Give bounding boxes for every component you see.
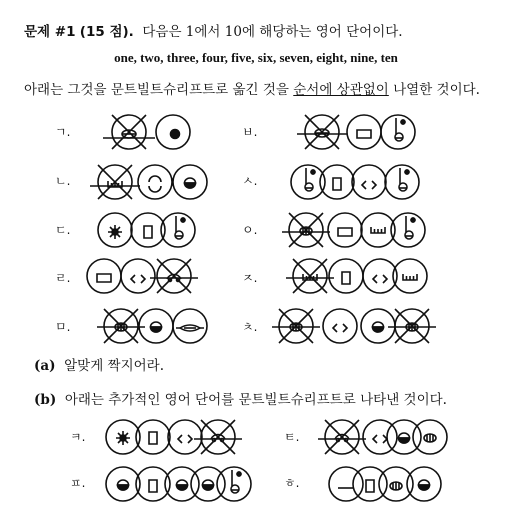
glyph-tieut — [318, 420, 447, 454]
glyph-ieung — [282, 213, 425, 247]
glyph-nieun — [90, 165, 207, 199]
glyph-digeut — [98, 213, 195, 247]
glyph-pieup — [106, 467, 251, 501]
item-label-jieut: ㅈ. — [242, 271, 258, 285]
item-label-siot: ㅅ. — [242, 174, 258, 188]
part-a-text: 알맞게 짝지어라. — [64, 358, 164, 374]
problem-intro: 다음은 1에서 10에 해당하는 영어 단어이다. — [142, 24, 403, 40]
glyph-siot — [291, 165, 419, 199]
item-label-mieum: ㅁ. — [55, 320, 71, 334]
part-b-text: 아래는 추가적인 영어 단어를 문트빌트슈리프트로 나타낸 것이다. — [64, 392, 447, 408]
description-text-end: 나열한 것이다. — [388, 82, 480, 98]
item-label-ieung: ㅇ. — [242, 223, 258, 237]
item-label-pieup: ㅍ. — [70, 476, 86, 490]
glyph-chieut — [272, 309, 436, 343]
item-label-nieun: ㄴ. — [55, 174, 71, 188]
item-label-digeut: ㄷ. — [55, 223, 71, 237]
description-text-start: 아래는 그것을 문트빌트슈리프트로 옮긴 것을 — [24, 82, 294, 98]
problem-number: 문제 #1 — [24, 24, 76, 40]
description-underlined: 순서에 상관없이 — [293, 82, 389, 98]
glyph-bieup — [297, 115, 415, 149]
glyph-jieut — [286, 259, 427, 293]
problem-points: (15 점). — [79, 24, 134, 40]
glyph-giyeok — [103, 115, 190, 149]
item-label-tieut: ㅌ. — [284, 430, 300, 444]
item-label-bieup: ㅂ. — [242, 125, 258, 139]
item-label-hieut: ㅎ. — [284, 476, 300, 490]
part-b-tag: (b) — [34, 392, 57, 408]
glyph-hieut — [329, 467, 441, 501]
part-a-tag: (a) — [34, 358, 56, 374]
glyph-kieuk — [106, 420, 242, 454]
item-label-kieuk: ㅋ. — [70, 430, 86, 444]
item-label-giyeok: ㄱ. — [55, 125, 71, 139]
glyph-rieul — [87, 259, 198, 293]
item-label-chieut: ㅊ. — [242, 320, 258, 334]
english-word-list: one, two, three, four, five, six, seven, eight, nine, ten — [114, 50, 398, 65]
item-label-rieul: ㄹ. — [55, 271, 71, 285]
glyph-mieum — [97, 309, 207, 343]
